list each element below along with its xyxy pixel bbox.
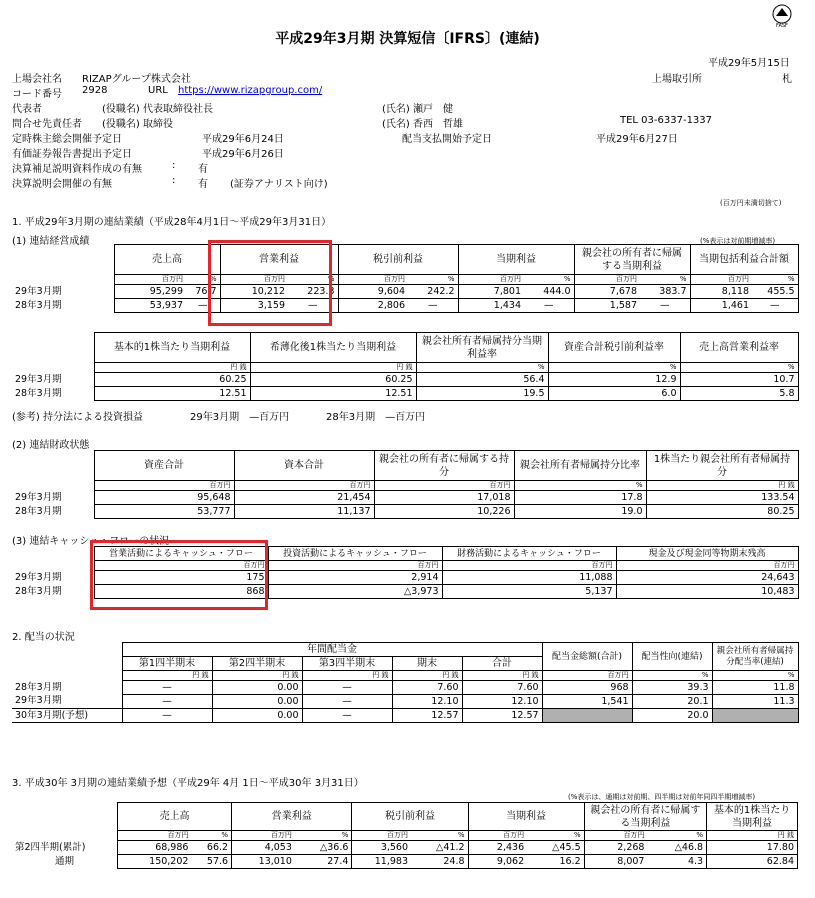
unit: % xyxy=(680,363,798,373)
fasf-logo xyxy=(770,4,794,28)
col-header: 基本的1株当たり当期利益 xyxy=(707,803,798,831)
cell: 2,914 xyxy=(268,571,442,585)
row-label: 28年3月期 xyxy=(12,299,114,313)
cell: 20.0 xyxy=(632,709,712,723)
highlight-box xyxy=(90,540,268,610)
table-row xyxy=(12,491,798,505)
operating-results-table xyxy=(12,244,799,313)
cell: 10.7 xyxy=(680,373,798,387)
report-label: 有価証券報告書提出予定日 xyxy=(12,149,132,160)
unit: % xyxy=(411,831,468,841)
table-row xyxy=(12,505,798,519)
cell: 1,461 xyxy=(690,299,752,313)
cell: 1,587 xyxy=(574,299,640,313)
dividend-start-date: 平成29年6月27日 xyxy=(596,134,678,145)
equity-method-ref-label: (参考) 持分法による投資損益 xyxy=(12,412,143,423)
col-header: 営業利益 xyxy=(232,803,352,831)
cell: 5.8 xyxy=(680,387,798,401)
cell: 7,678 xyxy=(574,285,640,299)
cell: 95,299 xyxy=(114,285,186,299)
col-header: 基本的1株当たり当期利益 xyxy=(94,333,250,363)
cell: 7.60 xyxy=(392,681,462,695)
unit: 百万円 xyxy=(114,275,186,285)
cell: 13,010 xyxy=(232,855,295,869)
unit: 円 銭 xyxy=(302,671,392,681)
code: 2928 xyxy=(82,85,108,96)
table-row xyxy=(12,299,798,313)
cell: 27.4 xyxy=(295,855,352,869)
cell: 968 xyxy=(542,681,632,695)
cell: 12.10 xyxy=(462,695,542,709)
cell: 868 xyxy=(94,585,268,599)
cell: 56.4 xyxy=(416,373,548,387)
cell: 10,212 xyxy=(220,285,288,299)
cell: 0.00 xyxy=(212,681,302,695)
rep-title: (役職名) 代表取締役社長 xyxy=(102,104,213,115)
table-row xyxy=(12,285,798,299)
cell: △41.2 xyxy=(411,841,468,855)
cell: 53,777 xyxy=(94,505,234,519)
cell: 4,053 xyxy=(232,841,295,855)
unit: 円 銭 xyxy=(707,831,798,841)
cell: 20.1 xyxy=(632,695,712,709)
cell: 4.3 xyxy=(647,855,706,869)
unit: % xyxy=(712,671,798,681)
cell: △3,973 xyxy=(268,585,442,599)
cell: 12.9 xyxy=(548,373,680,387)
group-header: 年間配当金 xyxy=(122,643,542,657)
unit: 円 銭 xyxy=(212,671,302,681)
cell: 242.2 xyxy=(408,285,458,299)
table-row xyxy=(12,695,798,709)
cell: 10,226 xyxy=(374,505,514,519)
unit: % xyxy=(640,275,690,285)
row-label: 28年3月期 xyxy=(12,387,94,401)
col-header: 親会社所有者帰属持分配当率(連結) xyxy=(712,643,798,671)
cell: 2,268 xyxy=(584,841,647,855)
sec2-title: 2. 配当の状況 xyxy=(12,632,75,643)
cell: 12.57 xyxy=(462,709,542,723)
col-header: 営業活動によるキャッシュ・フロー xyxy=(94,547,268,561)
cell: 11.8 xyxy=(712,681,798,695)
cell: 39.3 xyxy=(632,681,712,695)
row-label: 28年3月期 xyxy=(12,505,94,519)
cell: 223.3 xyxy=(288,285,338,299)
unit: 百万円 xyxy=(352,831,411,841)
unit: 百万円 xyxy=(232,831,295,841)
unit: % xyxy=(191,831,231,841)
col-header: 当期利益 xyxy=(468,803,584,831)
cell: 80.25 xyxy=(646,505,798,519)
exchange: 札 xyxy=(782,74,792,85)
cell: 9,604 xyxy=(338,285,408,299)
row-label: 29年3月期 xyxy=(12,695,122,709)
unit: 百万円 xyxy=(468,831,527,841)
briefing-value: 有 xyxy=(198,179,208,190)
cell: 3,159 xyxy=(220,299,288,313)
cell: 57.6 xyxy=(191,855,231,869)
unit: % xyxy=(408,275,458,285)
row-label: 29年3月期 xyxy=(12,285,114,299)
table-row xyxy=(12,841,798,855)
cell: — xyxy=(408,299,458,313)
cell: 8,118 xyxy=(690,285,752,299)
cell: 19.0 xyxy=(514,505,646,519)
unit: 百万円 xyxy=(94,481,234,491)
col-header: 第2四半期末 xyxy=(212,657,302,671)
briefing-note: (証券アナリスト向け) xyxy=(230,179,328,190)
contact-label: 問合せ先責任者 xyxy=(12,119,82,130)
listed-company: RIZAPグループ株式会社 xyxy=(82,74,191,85)
cell: 12.51 xyxy=(94,387,250,401)
cell: 16.2 xyxy=(527,855,584,869)
col-header: 第1四半期末 xyxy=(122,657,212,671)
table-row xyxy=(12,681,798,695)
unit: % xyxy=(186,275,220,285)
col-header: 税引前利益 xyxy=(352,803,468,831)
sec1-sub1-note: (%表示は対前期増減率) xyxy=(700,237,776,245)
cell: 76.7 xyxy=(186,285,220,299)
unit: 円 銭 xyxy=(122,671,212,681)
cell: 2,806 xyxy=(338,299,408,313)
col-header: 親会社の所有者に帰属する持分 xyxy=(374,451,514,481)
code-label: コード番号 xyxy=(12,89,62,100)
rep-name: (氏名) 瀬戸 健 xyxy=(382,104,453,115)
cell: — xyxy=(288,299,338,313)
cell: 1,541 xyxy=(542,695,632,709)
cell: 17.8 xyxy=(514,491,646,505)
col-header: 当期利益 xyxy=(458,245,574,275)
unit: 円 銭 xyxy=(646,481,798,491)
cell: — xyxy=(524,299,574,313)
cell: 17,018 xyxy=(374,491,514,505)
unit: % xyxy=(632,671,712,681)
unit: 百万円 xyxy=(220,275,288,285)
col-header: 財務活動によるキャッシュ・フロー xyxy=(442,547,616,561)
row-label: 29年3月期 xyxy=(12,373,94,387)
unit: % xyxy=(514,481,646,491)
unit: 円 銭 xyxy=(94,363,250,373)
table-row xyxy=(12,387,798,401)
agm-label: 定時株主総会開催予定日 xyxy=(12,134,122,145)
forecast-table xyxy=(12,802,798,869)
supp-value: 有 xyxy=(198,164,208,175)
cell: — xyxy=(302,709,392,723)
cell: — xyxy=(122,681,212,695)
unit: 百万円 xyxy=(338,275,408,285)
dividend-table xyxy=(12,642,799,723)
cell: 17.80 xyxy=(707,841,798,855)
unit: 百万円 xyxy=(690,275,752,285)
sec1-title: 1. 平成29年3月期の連結業績（平成28年4月1日～平成29年3月31日） xyxy=(12,217,332,228)
per-share-table xyxy=(12,332,799,401)
cell: 11.3 xyxy=(712,695,798,709)
col-header: 投資活動によるキャッシュ・フロー xyxy=(268,547,442,561)
listed-company-label: 上場会社名 xyxy=(12,74,62,85)
cell: 444.0 xyxy=(524,285,574,299)
cell: 383.7 xyxy=(640,285,690,299)
unit: 百万円 xyxy=(118,831,192,841)
cell: 2,436 xyxy=(468,841,527,855)
cell: 11,137 xyxy=(234,505,374,519)
row-label: 29年3月期 xyxy=(12,491,94,505)
unit: % xyxy=(752,275,798,285)
sec1-sub1: (1) 連結経営成績 xyxy=(12,236,90,247)
cell: — xyxy=(186,299,220,313)
cell: 95,648 xyxy=(94,491,234,505)
unit: % xyxy=(295,831,352,841)
cell: — xyxy=(640,299,690,313)
agm-date: 平成29年6月24日 xyxy=(202,134,284,145)
cell xyxy=(712,709,798,723)
cell: — xyxy=(302,681,392,695)
cell: 19.5 xyxy=(416,387,548,401)
col-header: 親会社の所有者に帰属する当期利益 xyxy=(574,245,690,275)
row-label: 28年3月期 xyxy=(12,585,94,599)
sec3-title: 3. 平成30年 3月期の連結業績予想（平成29年 4月 1日～平成30年 3月31日） xyxy=(12,778,364,789)
cell: 12.57 xyxy=(392,709,462,723)
cell: 10,483 xyxy=(616,585,798,599)
cell: 12.10 xyxy=(392,695,462,709)
col-header: 親会社所有者帰属持分当期利益率 xyxy=(416,333,548,363)
col-header: 現金及び現金同等物期末残高 xyxy=(616,547,798,561)
cell: 7.60 xyxy=(462,681,542,695)
cell: 21,454 xyxy=(234,491,374,505)
unit: % xyxy=(524,275,574,285)
unit: 百万円 xyxy=(268,561,442,571)
cell xyxy=(542,709,632,723)
sec3-note: (%表示は、通期は対前期、四半期は対前年同四半期増減率) xyxy=(568,793,756,801)
rounding-note: (百万円未満切捨て) xyxy=(720,199,782,207)
cell: 0.00 xyxy=(212,709,302,723)
unit: 百万円 xyxy=(94,561,268,571)
unit: 百万円 xyxy=(542,671,632,681)
cell: — xyxy=(122,695,212,709)
cell: 60.25 xyxy=(94,373,250,387)
col-header: 親会社の所有者に帰属する当期利益 xyxy=(584,803,706,831)
highlight-box xyxy=(208,240,332,326)
dividend-start-label: 配当支払開始予定日 xyxy=(402,134,492,145)
col-header: 営業利益 xyxy=(220,245,338,275)
cell: △45.5 xyxy=(527,841,584,855)
row-label: 通期 xyxy=(12,855,118,869)
unit: % xyxy=(416,363,548,373)
supp-colon: : xyxy=(172,160,176,171)
col-header: 配当性向(連結) xyxy=(632,643,712,671)
cell: 150,202 xyxy=(118,855,192,869)
table-row xyxy=(12,373,798,387)
unit: 百万円 xyxy=(584,831,647,841)
briefing-label: 決算説明会開催の有無 xyxy=(12,179,112,190)
equity-method-ref-28: 28年3月期 —百万円 xyxy=(326,412,426,423)
unit: 百万円 xyxy=(234,481,374,491)
unit: 百万円 xyxy=(616,561,798,571)
unit: % xyxy=(527,831,584,841)
col-header: 売上高 xyxy=(118,803,232,831)
cell: 24.8 xyxy=(411,855,468,869)
cell: 175 xyxy=(94,571,268,585)
col-header: 親会社所有者帰属持分比率 xyxy=(514,451,646,481)
unit: 円 銭 xyxy=(392,671,462,681)
cell: 8,007 xyxy=(584,855,647,869)
col-header: 売上高 xyxy=(114,245,220,275)
cell: 12.51 xyxy=(250,387,416,401)
supp-label: 決算補足説明資料作成の有無 xyxy=(12,164,142,175)
url-label: URL xyxy=(148,85,168,96)
cell: 62.84 xyxy=(707,855,798,869)
exchange-label: 上場取引所 xyxy=(652,74,702,85)
report-submit-date: 平成29年6月26日 xyxy=(202,149,284,160)
report-date: 平成29年5月15日 xyxy=(708,58,790,69)
briefing-colon: : xyxy=(172,175,176,186)
table-row xyxy=(12,709,798,723)
col-header: 合計 xyxy=(462,657,542,671)
col-header: 期末 xyxy=(392,657,462,671)
company-url-link[interactable]: https://www.rizapgroup.com/ xyxy=(178,85,323,96)
cell: 1,434 xyxy=(458,299,524,313)
row-label: 30年3月期(予想) xyxy=(12,709,122,723)
unit: 円 銭 xyxy=(462,671,542,681)
cell: 7,801 xyxy=(458,285,524,299)
cell: 5,137 xyxy=(442,585,616,599)
col-header: 売上高営業利益率 xyxy=(680,333,798,363)
cell: — xyxy=(752,299,798,313)
col-header: 資産合計 xyxy=(94,451,234,481)
unit: 百万円 xyxy=(458,275,524,285)
sec1-sub3: (3) 連結キャッシュ・フローの状況 xyxy=(12,536,170,547)
cell: 0.00 xyxy=(212,695,302,709)
col-header: 当期包括利益合計額 xyxy=(690,245,798,275)
equity-method-ref-29: 29年3月期 —百万円 xyxy=(190,412,290,423)
page-title: 平成29年3月期 決算短信〔IFRS〕(連結) xyxy=(275,31,540,47)
cell: 6.0 xyxy=(548,387,680,401)
cell: △36.6 xyxy=(295,841,352,855)
row-label: 28年3月期 xyxy=(12,681,122,695)
financial-position-table xyxy=(12,450,799,519)
cell: △46.8 xyxy=(647,841,706,855)
unit: % xyxy=(548,363,680,373)
cell: 3,560 xyxy=(352,841,411,855)
cell: 11,088 xyxy=(442,571,616,585)
unit: % xyxy=(647,831,706,841)
col-header: 資産合計税引前利益率 xyxy=(548,333,680,363)
unit: % xyxy=(288,275,338,285)
unit: 円 銭 xyxy=(250,363,416,373)
col-header: 税引前利益 xyxy=(338,245,458,275)
contact-title: (役職名) 取締役 xyxy=(102,119,173,130)
cell: 53,937 xyxy=(114,299,186,313)
unit: 百万円 xyxy=(374,481,514,491)
col-header: 1株当たり親会社所有者帰属持分 xyxy=(646,451,798,481)
rep-label: 代表者 xyxy=(12,104,42,115)
col-header: 資本合計 xyxy=(234,451,374,481)
cell: 60.25 xyxy=(250,373,416,387)
unit: 百万円 xyxy=(574,275,640,285)
sec1-sub2: (2) 連結財政状態 xyxy=(12,440,90,451)
cell: 66.2 xyxy=(191,841,231,855)
tel: TEL 03-6337-1337 xyxy=(620,115,713,126)
row-label: 第2四半期(累計) xyxy=(12,841,118,855)
cell: 9,062 xyxy=(468,855,527,869)
table-row xyxy=(12,855,798,869)
cell: 133.54 xyxy=(646,491,798,505)
unit: 百万円 xyxy=(442,561,616,571)
cell: — xyxy=(302,695,392,709)
cell: 11,983 xyxy=(352,855,411,869)
row-label: 29年3月期 xyxy=(12,571,94,585)
svg-text:FASF: FASF xyxy=(776,23,788,28)
contact-name: (氏名) 香西 哲雄 xyxy=(382,119,463,130)
cell: 68,986 xyxy=(118,841,192,855)
cell: 24,643 xyxy=(616,571,798,585)
col-header: 希薄化後1株当たり当期利益 xyxy=(250,333,416,363)
cell: — xyxy=(122,709,212,723)
col-header: 第3四半期末 xyxy=(302,657,392,671)
col-header: 配当金総額(合計) xyxy=(542,643,632,671)
cell: 455.5 xyxy=(752,285,798,299)
